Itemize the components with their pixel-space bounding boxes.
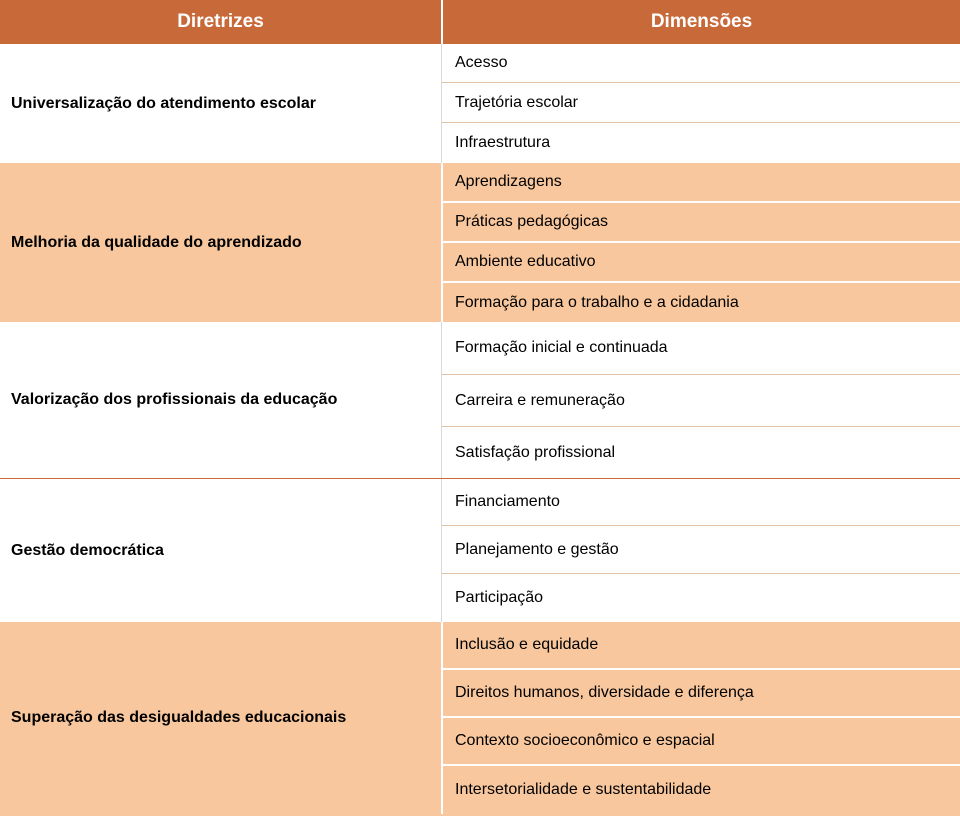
diretriz-cell: Valorização dos profissionais da educação <box>11 391 338 408</box>
dimensao-cell: Inclusão e equidade <box>442 622 960 670</box>
dimensao-cell: Carreira e remuneração <box>442 375 960 427</box>
dimensao-cell: Formação inicial e continuada <box>442 322 960 375</box>
dimensao-cell: Direitos humanos, diversidade e diferença <box>442 670 960 718</box>
header-dimensoes: Dimensões <box>650 11 753 32</box>
dimensao-cell: Trajetória escolar <box>442 83 960 123</box>
dimensao-cell: Aprendizagens <box>442 163 960 203</box>
table-header <box>0 0 960 44</box>
dimensao-cell: Acesso <box>442 44 960 83</box>
dimensao-cell: Financiamento <box>442 479 960 526</box>
dimensao-cell: Satisfação profissional <box>455 443 616 461</box>
dimensao-cell: Práticas pedagógicas <box>442 203 960 243</box>
dimensao-cell: Planejamento e gestão <box>442 526 960 574</box>
diretriz-cell: Gestão democrática <box>11 541 164 559</box>
dimensao-cell: Infraestrutura <box>455 134 551 151</box>
diretriz-cell: Melhoria da qualidade do aprendizado <box>11 233 302 251</box>
diretriz-cell: Superação das desigualdades educacionais <box>11 709 347 726</box>
table-row-group <box>0 622 960 814</box>
header-diretrizes: Diretrizes <box>177 11 264 32</box>
table-row-group <box>0 322 960 478</box>
diretriz-cell: Universalização do atendimento escolar <box>11 94 316 112</box>
dimensao-cell: Intersetorialidade e sustentabilidade <box>455 781 712 798</box>
dimensao-cell: Contexto socioeconômico e espacial <box>442 718 960 766</box>
table-row-group <box>0 44 960 163</box>
dimensao-cell: Participação <box>455 589 544 606</box>
table-row-group <box>0 479 960 622</box>
dimensao-cell: Ambiente educativo <box>442 243 960 283</box>
table-row-group <box>0 163 960 322</box>
dimensao-cell: Formação para o trabalho e a cidadania <box>455 293 739 311</box>
